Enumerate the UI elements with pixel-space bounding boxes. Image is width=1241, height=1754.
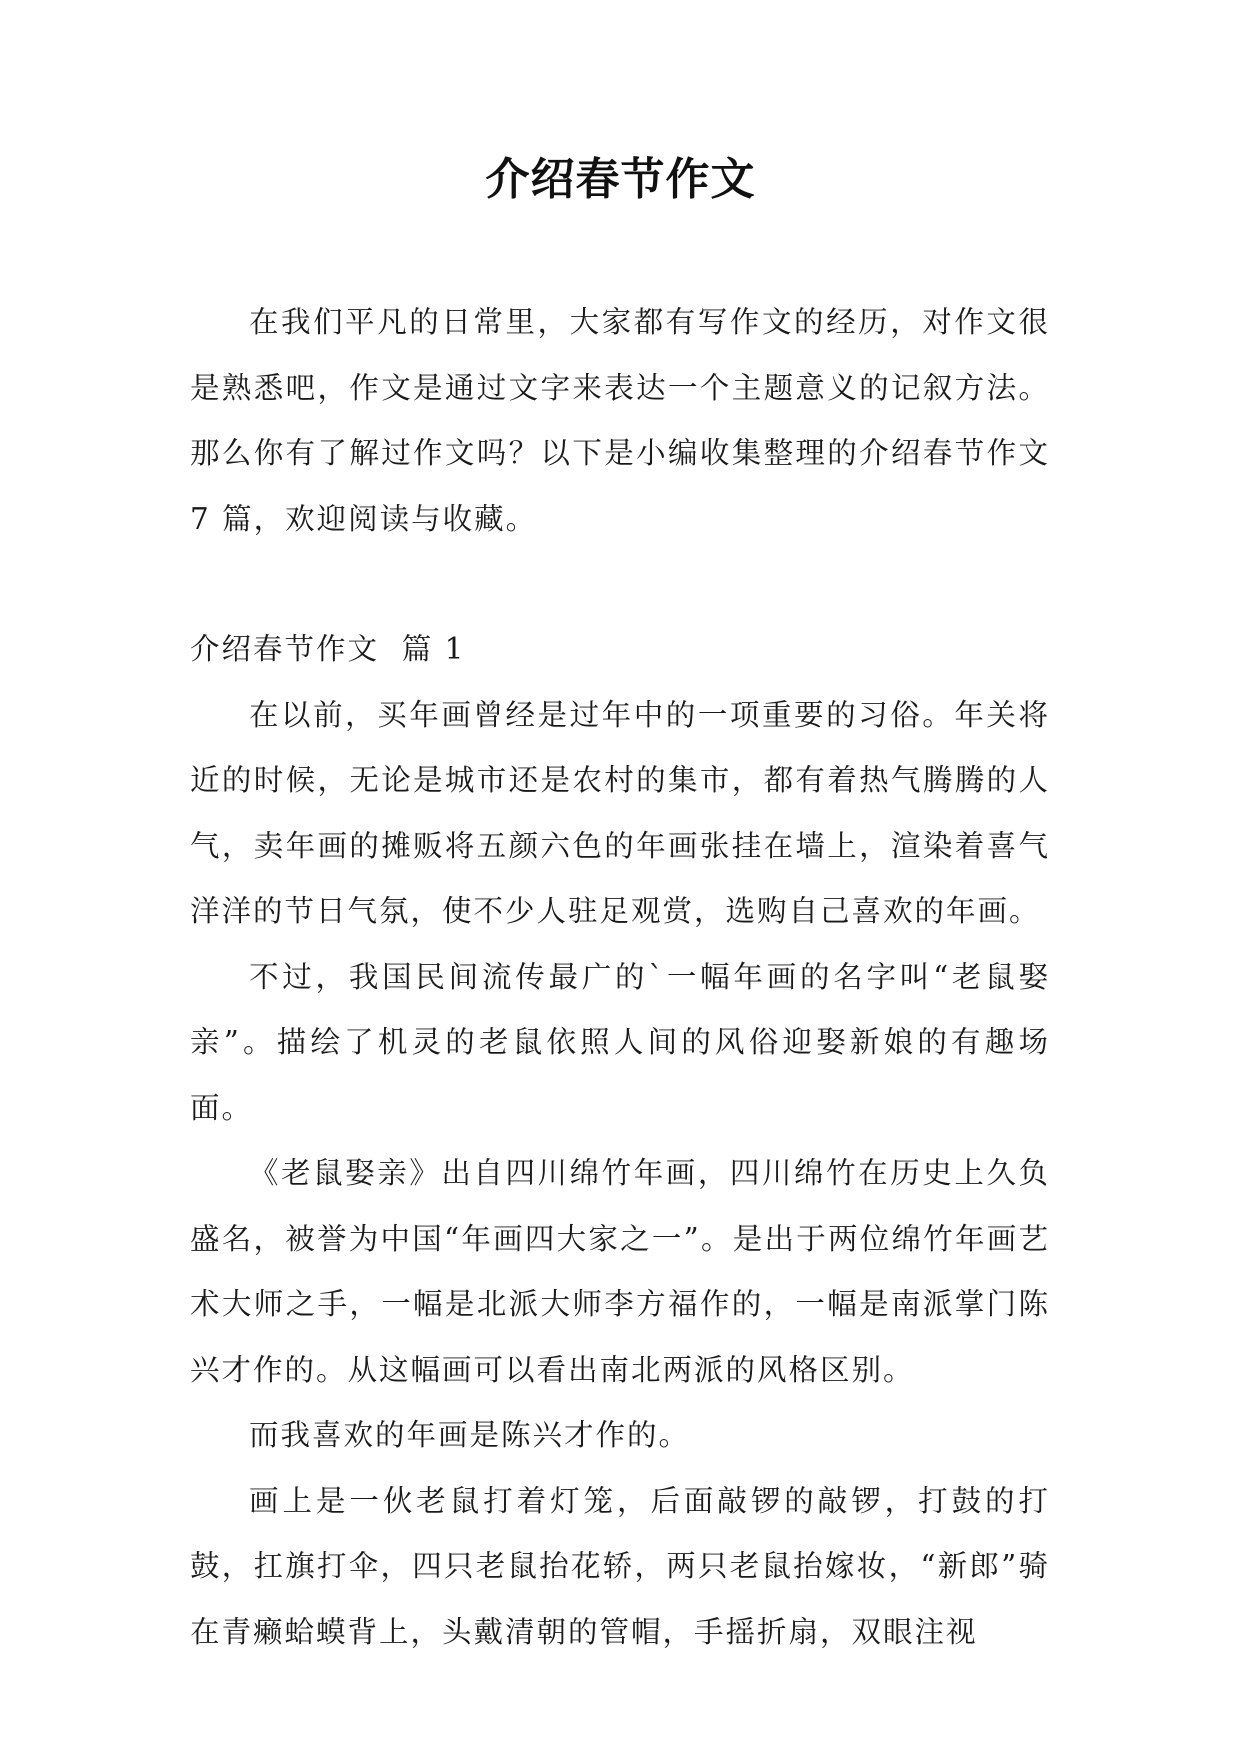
body-paragraph: 不过，我国民间流传最广的`一幅年画的名字叫“老鼠娶亲”。描绘了机灵的老鼠依照人间的风俗迎娶新娘的有趣场面。 — [190, 959, 1050, 1125]
intro-paragraph: 在我们平凡的日常里，大家都有写作文的经历，对作文很是熟悉吧，作文是通过文字来表达一个主题意义的记叙方法。那么你有了解过作文吗？以下是小编收集整理的介绍春节作文 7 篇，欢迎阅读与收藏。 — [190, 305, 1050, 536]
document-title: 介绍春节作文 — [485, 154, 756, 205]
section-heading: 介绍春节作文 篇 1 — [190, 632, 466, 666]
document-body — [190, 290, 1050, 1665]
body-paragraph: 《老鼠娶亲》出自四川绵竹年画，四川绵竹在历史上久负盛名，被誉为中国“年画四大家之一”。是出于两位绵竹年画艺术大师之手，一幅是北派大师李方福作的，一幅是南派掌门陈兴才作的。从这幅画可以看出南北两派的风格区别。 — [190, 1156, 1050, 1387]
body-paragraph: 在以前，买年画曾经是过年中的一项重要的习俗。年关将近的时候，无论是城市还是农村的集市，都有着热气腾腾的人气，卖年画的摊贩将五颜六色的年画张挂在墙上，渲染着喜气洋洋的节日气氛，使不少人驻足观赏，选购自己喜欢的年画。 — [190, 697, 1050, 928]
body-paragraph: 而我喜欢的年画是陈兴才作的。 — [249, 1418, 691, 1452]
body-paragraph: 画上是一伙老鼠打着灯笼，后面敲锣的敲锣，打鼓的打鼓，扛旗打伞，四只老鼠抬花轿，两只老鼠抬嫁妆，“新郎”骑在青癞蛤蟆背上，头戴清朝的管帽，手摇折扇，双眼注视 — [190, 1483, 1050, 1649]
